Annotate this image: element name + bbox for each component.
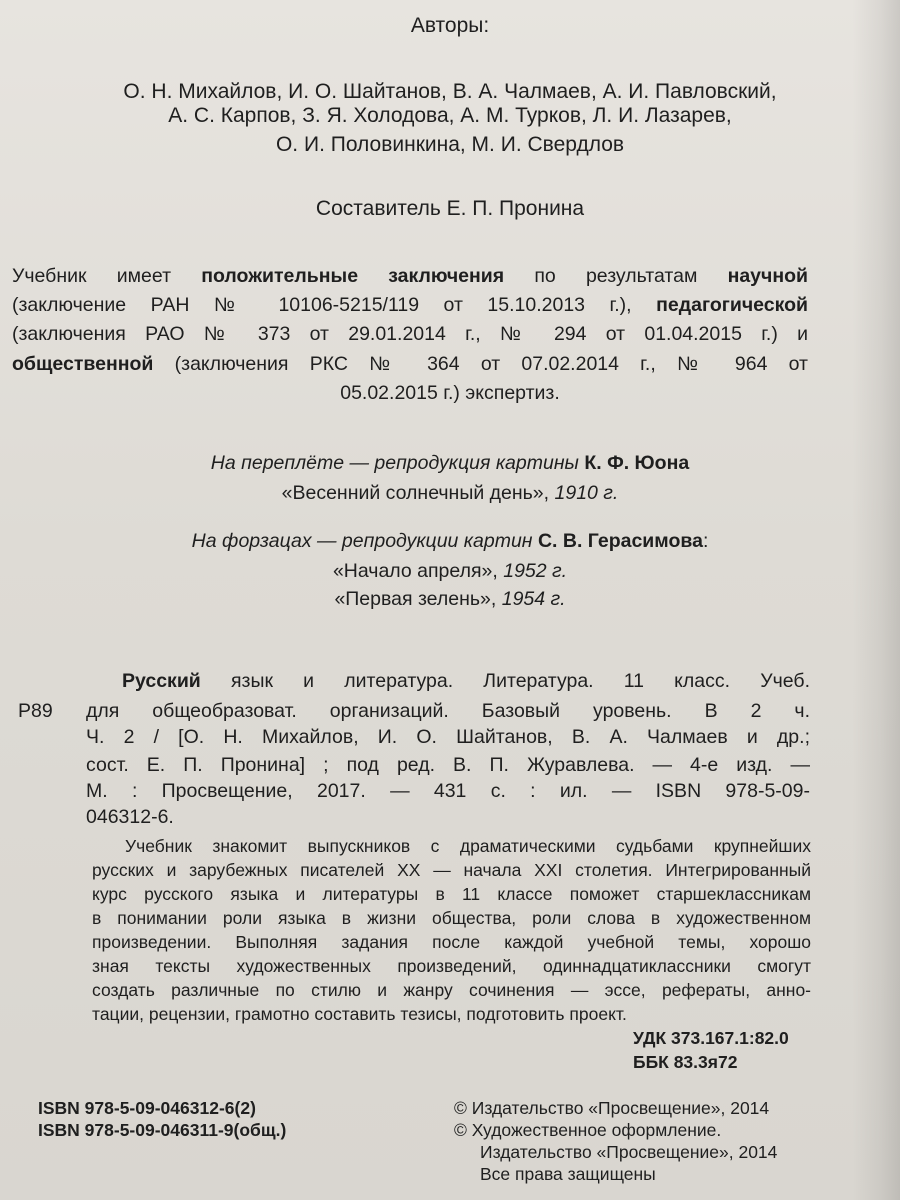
authors-line-1: О. Н. Михайлов, И. О. Шайтанов, В. А. Чалмаев, А. И. Павловский,: [123, 80, 777, 103]
binding-work: [0, 482, 900, 505]
catalog-line-2: для общеобразоват. организаций. Базовый уровень. В 2 ч.: [86, 700, 810, 722]
annotation-line-8: тации, рецензии, грамотно составить тезисы, подготовить проект.: [92, 1004, 627, 1024]
catalog-title-rest: язык и литература. Литература. 11 класс. Учеб.: [230, 670, 810, 692]
approval-line-5: 05.02.2015 г.) экспертиз.: [340, 382, 560, 404]
isbn-volume: ISBN 978-5-09-046312-6(2): [38, 1098, 256, 1118]
rights-reserved: Все права защищены: [480, 1164, 656, 1184]
approval-line-2: [12, 294, 808, 317]
approval-bold-1d: научной: [727, 265, 809, 287]
approval-line-3: (заключения РАО № 373 от 29.01.2014 г., № 294 от 01.04.2015 г.) и: [12, 323, 808, 345]
annotation-line-1: Учебник знакомит выпускников с драматическими судьбами крупнейших: [125, 836, 811, 856]
work-1-title: «Начало апреля»,: [332, 560, 498, 582]
approval-text-1c: по результатам: [534, 265, 698, 287]
compiler-line: Составитель Е. П. Пронина: [315, 197, 585, 220]
approval-line-1: [12, 265, 808, 288]
binding-credit: [0, 452, 900, 475]
approval-text-1a: Учебник имеет: [12, 265, 171, 287]
approval-bold-4a: общественной: [12, 353, 154, 375]
catalog-line-5: М. : Просвещение, 2017. — 431 с. : ил. — ISBN 978-5-09-: [86, 780, 810, 802]
isbn-set: ISBN 978-5-09-046311-9(общ.): [38, 1120, 287, 1140]
approval-bold-2b: педагогической: [656, 294, 808, 316]
work-2-year: 1954 г.: [501, 588, 566, 610]
catalog-line-3: Ч. 2 / [О. Н. Михайлов, И. О. Шайтанов, В. А. Чалмаев и др.;: [86, 726, 810, 748]
annotation-line-2: русских и зарубежных писателей XX — начала XXI столетия. Интегрированный: [92, 860, 811, 880]
endpapers-artist: С. В. Герасимова: [537, 530, 703, 552]
annotation-line-4: в понимании роли языка в жизни общества, роли слова в художественном: [92, 908, 811, 928]
catalog-title-bold: Русский: [122, 670, 201, 692]
copyright-design-publisher: Издательство «Просвещение», 2014: [480, 1142, 778, 1162]
binding-work-title: «Весенний солнечный день»,: [281, 482, 550, 504]
authors-heading: Авторы:: [410, 14, 490, 37]
endpapers-work-2: [0, 588, 900, 611]
catalog-line-6: 046312-6.: [86, 806, 174, 828]
authors-line-2: А. С. Карпов, З. Я. Холодова, А. М. Турков, Л. И. Лазарев,: [168, 104, 732, 127]
approval-text-4b: (заключения РКС № 364 от 07.02.2014 г., № 964 от: [174, 353, 808, 375]
catalog-line-1: [122, 670, 810, 693]
approval-text-2a: (заключение РАН № 10106-5215/119 от 15.10.2013 г.),: [12, 294, 632, 316]
endpapers-colon: :: [702, 530, 709, 552]
endpapers-prefix: На форзацах — репродукции картин: [191, 530, 533, 552]
binding-work-year: 1910 г.: [554, 482, 619, 504]
catalog-code: Р89: [18, 700, 53, 722]
work-2-title: «Первая зелень»,: [334, 588, 497, 610]
approval-bold-1b: положительные заключения: [201, 265, 505, 287]
annotation-line-6: зная тексты художественных произведений, одиннадцатиклассники смогут: [92, 956, 811, 976]
annotation-line-5: произведении. Выполняя задания после каждой учебной темы, хорошо: [92, 932, 811, 952]
approval-line-4: [12, 353, 808, 376]
work-1-year: 1952 г.: [503, 560, 568, 582]
binding-artist: К. Ф. Юона: [584, 452, 690, 474]
udk-code: УДК 373.167.1:82.0: [633, 1028, 789, 1048]
copyright-publisher: © Издательство «Просвещение», 2014: [454, 1098, 770, 1118]
binding-prefix: На переплёте — репродукция картины: [210, 452, 579, 474]
copyright-design: © Художественное оформление.: [454, 1120, 722, 1140]
endpapers-work-1: [0, 560, 900, 583]
catalog-line-4: сост. Е. П. Пронина] ; под ред. В. П. Журавлева. — 4-е изд. —: [86, 754, 810, 776]
bbk-code: ББК 83.3я72: [633, 1052, 738, 1072]
endpapers-credit: [0, 530, 900, 553]
annotation-line-3: курс русского языка и литературы в 11 классе поможет старшеклассникам: [92, 884, 811, 904]
annotation-line-7: создать различные по стилю и жанру сочинения — эссе, рефераты, анно-: [92, 980, 811, 1000]
authors-line-3: О. И. Половинкина, М. И. Свердлов: [275, 133, 625, 156]
